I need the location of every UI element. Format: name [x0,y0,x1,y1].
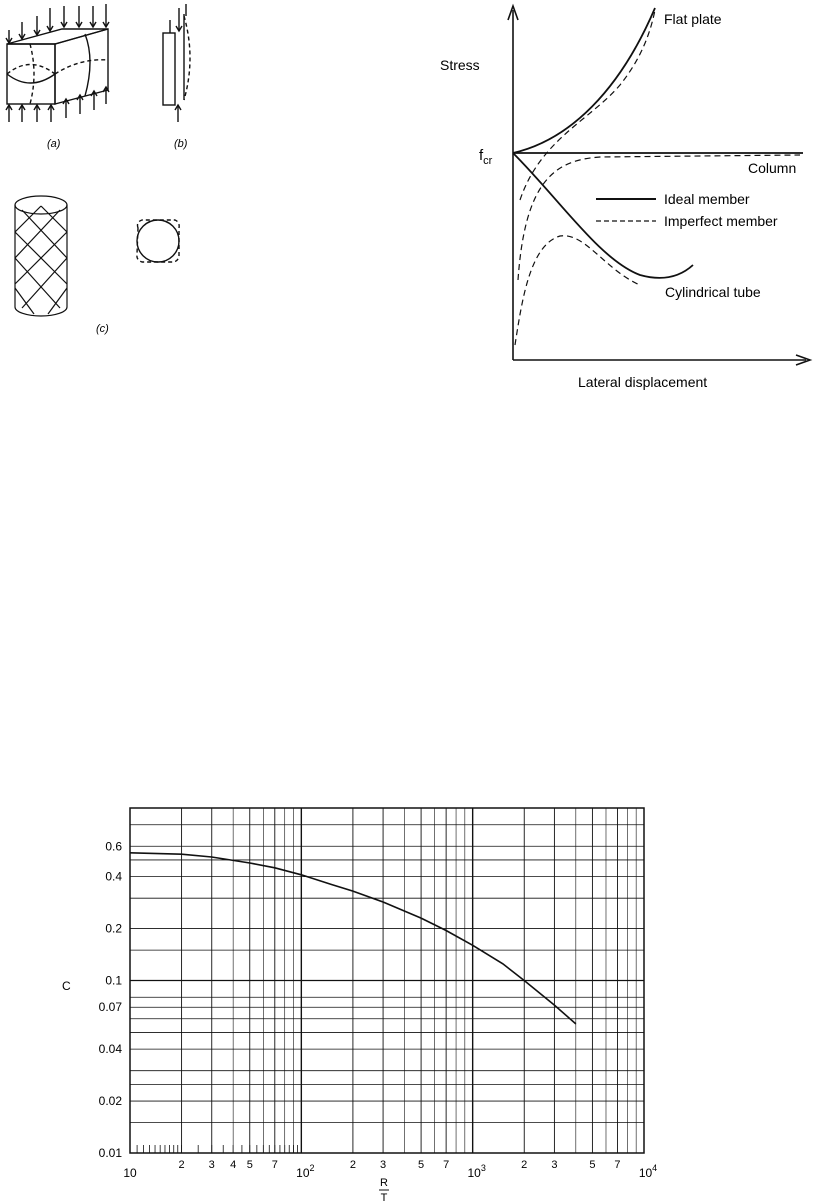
stress-legend [596,191,778,229]
label-b: (b) [174,138,188,150]
x-tick-label: $10^4$ [638,1163,658,1180]
x-tick-label: $10^2$ [296,1163,315,1180]
loglog-grid [130,808,644,1153]
column-label: Column [748,160,797,176]
x-minor-tick-label: 7 [614,1159,621,1171]
x-minor-tick-label: 3 [380,1159,387,1171]
x-minor-tick-label: 5 [418,1159,425,1171]
x-label-numerator: R [380,1177,388,1189]
panel-c-cylinder-diagram [15,196,67,316]
panel-b-column-diagram [163,4,190,122]
loglog-x-axis-label [379,1177,389,1204]
x-minor-tick-label: 4 [230,1159,237,1171]
x-minor-tick-label: 2 [349,1159,356,1171]
panel-c-cross-section [137,220,179,262]
legend-imperfect-label: Imperfect member [664,213,778,229]
stress-axis-label: Stress [440,57,480,73]
y-tick-label: 0.2 [105,921,122,936]
x-minor-tick-label: 7 [443,1159,450,1171]
y-tick-label: 0.1 [105,973,122,988]
c-vs-rt-loglog-chart [62,808,657,1204]
flat-plate-label: Flat plate [664,11,722,27]
cylindrical-tube-label: Cylindrical tube [665,284,761,300]
label-a: (a) [47,138,61,150]
label-c: (c) [96,323,109,335]
flat-plate-ideal-curve [513,8,655,153]
flat-plate-imperfect-curve [520,10,655,200]
x-minor-tick-label: 3 [551,1159,558,1171]
stress-axes [508,6,810,365]
x-minor-tick-label: 2 [521,1159,528,1171]
ideal-curves [513,8,803,278]
x-minor-tick-label: 7 [271,1159,278,1171]
x-minor-tick-label: 5 [246,1159,253,1171]
y-tick-label: 0.07 [98,1000,122,1015]
tube-imperfect-curve [515,236,640,345]
stress-displacement-chart [440,6,810,390]
loglog-y-tick-labels [99,839,123,1160]
panel-a-plate-diagram [6,4,109,122]
x-label-denominator: T [380,1192,388,1204]
loglog-x-tick-labels [123,1159,657,1180]
x-minor-tick-label: 2 [178,1159,185,1171]
legend-ideal-label: Ideal member [664,191,750,207]
loglog-y-axis-label: C [62,979,71,993]
displacement-axis-label: Lateral displacement [578,374,708,390]
x-tick-label: 10 [123,1166,137,1180]
y-tick-label: 0.01 [98,1146,122,1160]
x-minor-tick-label: 3 [208,1159,215,1171]
x-minor-tick-label: 5 [589,1159,596,1171]
y-tick-label: 0.04 [98,1042,122,1057]
compressive-arrows-top [6,4,109,43]
fcr-label: $f_{cr}$ [479,147,493,167]
x-tick-label: $10^3$ [467,1163,486,1180]
y-tick-label: 0.4 [105,869,122,884]
y-tick-label: 0.02 [98,1094,122,1109]
y-tick-label: 0.6 [105,839,122,854]
